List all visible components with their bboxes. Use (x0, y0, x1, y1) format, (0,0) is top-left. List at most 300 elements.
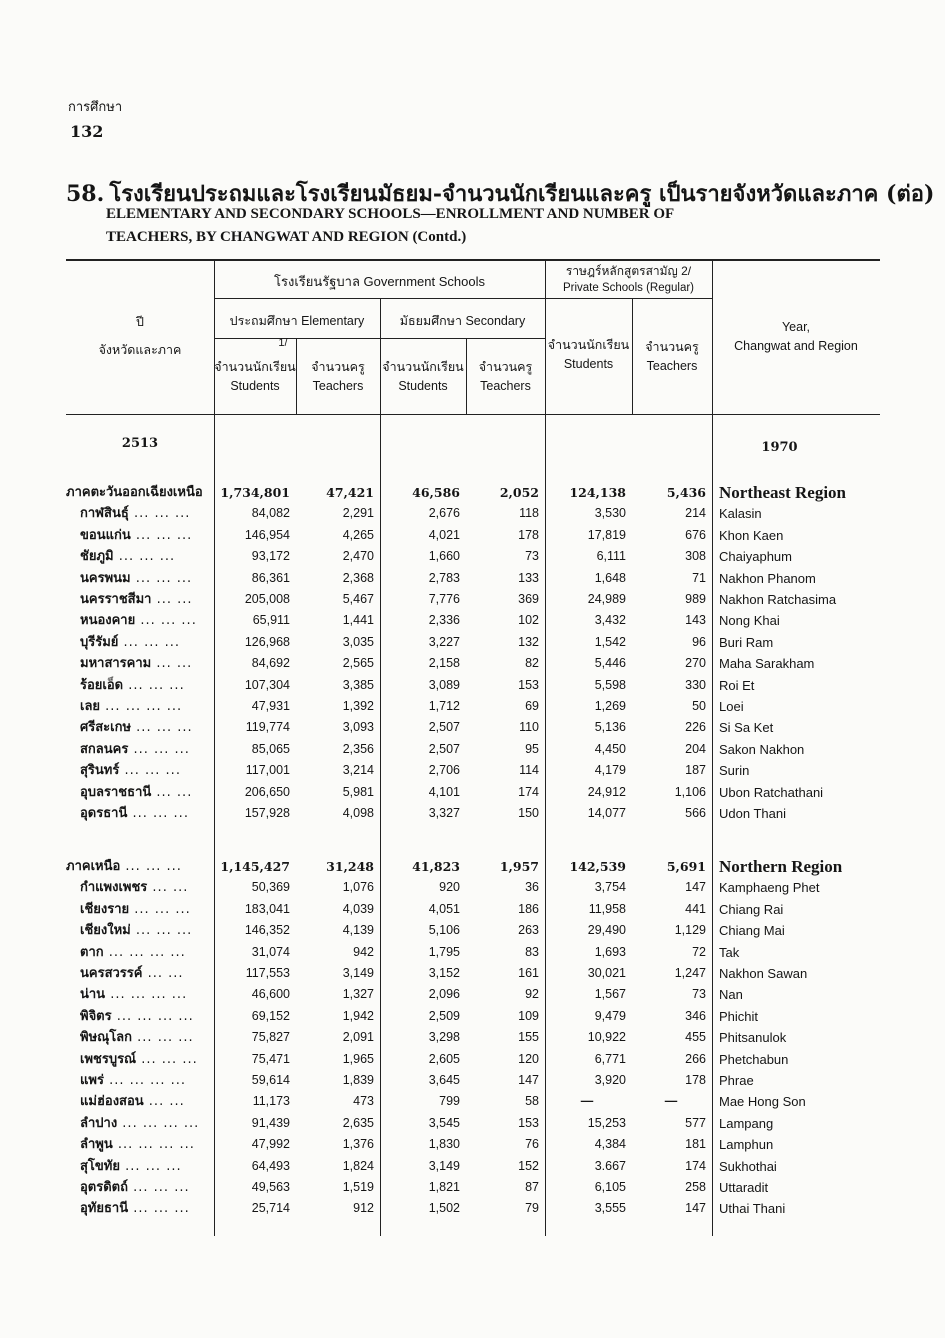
table-row (0, 963, 945, 984)
value-cell: 2,336 (428, 613, 460, 628)
value-cell: 3,089 (428, 677, 460, 692)
changwat-thai-name (80, 1049, 198, 1070)
changwat-english-name: Kamphaeng Phet (719, 880, 820, 896)
value-cell: 3,152 (428, 966, 460, 980)
value-cell: 2,509 (428, 1008, 460, 1023)
changwat-english-name: Roi Et (719, 677, 755, 693)
value-cell: 1,129 (674, 923, 706, 938)
table-row (0, 942, 945, 963)
teachers-thai: จำนวนครู (478, 360, 533, 374)
value-cell: 118 (519, 506, 539, 521)
value-cell: 1,502 (428, 1201, 460, 1216)
value-cell: 4,139 (342, 923, 374, 938)
changwat-thai-label: นครพนม (80, 570, 131, 586)
table-row (0, 739, 945, 760)
changwat-english-name: Sukhothai (719, 1158, 777, 1174)
leader-dots: ... ... (142, 966, 184, 981)
changwat-thai-label: ลำพูน (80, 1137, 113, 1153)
table-row (0, 696, 945, 717)
value-cell: 84,692 (251, 656, 290, 671)
changwat-english-name: Nakhon Ratchasima (719, 592, 837, 607)
value-cell: 1,942 (342, 1008, 374, 1023)
leader-dots: ... ... ... (128, 1180, 190, 1195)
value-cell: 1,519 (342, 1180, 374, 1194)
region-total-row (0, 482, 945, 503)
leader-dots: ... ... ... (130, 570, 193, 586)
value-cell: 2,605 (428, 1051, 460, 1066)
value-cell: 3,035 (342, 634, 374, 649)
changwat-thai-name (80, 942, 186, 963)
value-cell: 1,821 (428, 1180, 460, 1194)
value-cell: 369 (518, 592, 539, 606)
changwat-thai-label: เชียงใหม่ (80, 923, 131, 939)
value-cell: 161 (518, 966, 539, 980)
changwat-thai-name (80, 739, 190, 760)
changwat-thai-name (80, 1091, 185, 1112)
changwat-thai-name (80, 1070, 186, 1091)
value-cell: 4,021 (428, 527, 460, 542)
leader-dots: ... ... ... ... (103, 1073, 187, 1088)
value-cell: 132 (518, 634, 539, 649)
changwat-thai-label: พิจิตร (80, 1008, 112, 1024)
value-cell: 2,091 (342, 1030, 374, 1045)
leader-dots: ... ... ... (120, 859, 182, 874)
changwat-english-name: Phitsanulok (719, 1030, 787, 1046)
value-cell: 1,660 (428, 549, 460, 564)
changwat-english-name: Tak (719, 944, 740, 960)
value-cell: 181 (685, 1137, 706, 1152)
value-cell: 1,076 (342, 880, 374, 895)
value-cell: 2,783 (428, 570, 460, 585)
value-cell: 24,989 (587, 592, 626, 606)
value-cell: 2,356 (342, 741, 374, 756)
changwat-thai-name (66, 856, 182, 877)
changwat-thai-name (80, 1134, 195, 1155)
changwat-thai-label: สุโขทัย (80, 1158, 120, 1174)
changwat-thai-label: ศรีสะเกษ (80, 720, 132, 736)
year-region-en-1: Year, (781, 320, 811, 334)
table-row (0, 610, 945, 631)
value-cell: 1,567 (594, 987, 626, 1002)
changwat-thai-label: เลย (80, 699, 101, 714)
value-cell: 117,553 (245, 966, 290, 980)
table-row (0, 1156, 945, 1177)
value-cell: 119,774 (245, 720, 290, 735)
value-cell: 7,776 (428, 592, 460, 606)
elementary-header: ประถมศึกษา Elementary (229, 314, 365, 328)
page-number: 132 (70, 122, 104, 141)
changwat-thai-name (80, 675, 185, 696)
value-cell: 2,706 (428, 763, 460, 778)
changwat-thai-name (80, 877, 188, 898)
value-cell: 153 (518, 677, 539, 692)
value-cell: — (580, 1094, 594, 1109)
value-cell: 577 (685, 1115, 706, 1130)
changwat-thai-name (80, 803, 189, 824)
value-cell: 76 (525, 1137, 539, 1152)
value-cell: 87 (525, 1180, 539, 1194)
leader-dots: ... ... ... (132, 1030, 194, 1046)
value-cell: 3,754 (594, 880, 626, 895)
value-cell: 64,493 (251, 1158, 290, 1173)
value-cell: 204 (685, 741, 706, 756)
changwat-english-name: Lamphun (719, 1137, 774, 1153)
changwat-english-name: Northeast Region (719, 483, 847, 502)
value-cell: 4,384 (594, 1137, 626, 1152)
value-cell: 126,968 (244, 634, 290, 649)
value-cell: 942 (353, 944, 374, 959)
changwat-thai-label: หนองคาย (80, 613, 136, 629)
value-cell: 187 (685, 763, 706, 778)
value-cell: 29,490 (587, 923, 626, 938)
changwat-thai-label: อุทัยธานี (80, 1201, 129, 1217)
leader-dots: ... ... (151, 784, 193, 800)
changwat-thai-label: พิษณุโลก (80, 1030, 133, 1046)
leader-dots: ... ... ... (113, 549, 176, 565)
table-row (0, 1049, 945, 1070)
value-cell: 3,555 (594, 1201, 626, 1216)
changwat-thai-label: ภาคตะวันออกเฉียงเหนือ (66, 485, 203, 500)
value-cell: 2,565 (342, 656, 374, 671)
header-rule-1 (214, 298, 712, 299)
changwat-thai-label: ขอนแก่น (80, 527, 131, 543)
table-row (0, 546, 945, 567)
value-cell: 1,839 (342, 1073, 374, 1087)
header-bottom-rule (66, 414, 880, 415)
value-cell: 2,158 (428, 656, 460, 671)
leader-dots: ... ... ... ... (105, 987, 188, 1003)
value-cell: 36 (525, 880, 539, 895)
value-cell: 114 (519, 763, 539, 778)
value-cell: 330 (685, 677, 706, 692)
value-cell: 3,545 (428, 1115, 460, 1130)
value-cell: 107,304 (244, 677, 290, 692)
table-row (0, 1027, 945, 1048)
changwat-english-name: Surin (719, 763, 750, 779)
value-cell: 147 (518, 1073, 539, 1087)
value-cell: 4,101 (428, 784, 460, 799)
value-cell: 263 (518, 923, 539, 938)
value-cell: 124,138 (569, 485, 626, 500)
value-cell: 1,830 (428, 1137, 460, 1152)
year-thai: 2513 (121, 436, 159, 451)
value-cell: 2,507 (428, 720, 460, 735)
changwat-thai-label: เชียงราย (80, 901, 130, 917)
value-cell: 178 (685, 1073, 706, 1087)
table-row (0, 803, 945, 824)
value-cell: 441 (685, 901, 706, 916)
value-cell: 73 (525, 549, 539, 564)
table-row (0, 877, 945, 898)
value-cell: 3,149 (342, 966, 374, 980)
teachers-thai: จำนวนครู (311, 360, 365, 374)
value-cell: 270 (685, 656, 706, 671)
region-total-row (0, 856, 945, 877)
teachers-header (296, 358, 380, 396)
teachers-thai: จำนวนครู (645, 340, 699, 354)
year-region-en-2: Changwat and Region (734, 339, 858, 353)
year-en: 1970 (761, 440, 798, 455)
table-row (0, 503, 945, 524)
value-cell: 3,385 (342, 677, 374, 692)
changwat-thai-name (80, 546, 175, 567)
changwat-thai-label: เพชรบูรณ์ (80, 1051, 137, 1067)
value-cell: 1,106 (674, 784, 706, 799)
value-cell: 3,432 (594, 613, 626, 628)
changwat-thai-label: ภาคเหนือ (66, 859, 121, 874)
table-row (0, 653, 945, 674)
changwat-english-name: Si Sa Ket (719, 720, 774, 736)
value-cell: 49,563 (251, 1180, 290, 1194)
value-cell: 676 (685, 527, 706, 542)
value-cell: 25,714 (251, 1201, 290, 1216)
value-cell: 102 (518, 613, 539, 628)
changwat-thai-label: น่าน (80, 987, 106, 1003)
value-cell: 30,021 (587, 966, 626, 980)
table-row (0, 1177, 945, 1198)
changwat-english-name: Khon Kaen (719, 527, 784, 543)
changwat-thai-name (80, 717, 193, 738)
value-cell: 4,051 (428, 901, 460, 916)
value-cell: 41,823 (412, 859, 460, 874)
value-cell: 174 (518, 784, 539, 799)
teachers-header (466, 358, 545, 396)
value-cell: 5,981 (342, 784, 374, 799)
students-en: Students (563, 357, 614, 371)
table-row (0, 525, 945, 546)
changwat-thai-name (80, 503, 190, 524)
teachers-en: Teachers (480, 379, 531, 393)
leader-dots: ... ... ... (128, 1201, 190, 1217)
leader-dots: ... ... (143, 1094, 185, 1110)
value-cell: 84,082 (251, 506, 290, 521)
value-cell: 1,327 (342, 987, 374, 1002)
value-cell: 186 (518, 901, 539, 916)
leader-dots: ... ... ... ... (103, 944, 186, 960)
value-cell: 346 (685, 1008, 706, 1023)
leader-dots: ... ... ... (130, 527, 193, 543)
table-top-rule (66, 259, 880, 261)
table-row (0, 782, 945, 803)
value-cell: 50 (692, 699, 706, 713)
changwat-thai-name (80, 568, 192, 589)
table-row (0, 589, 945, 610)
changwat-thai-name (80, 984, 187, 1005)
value-cell: 47,931 (251, 699, 290, 713)
value-cell: 142,539 (569, 859, 626, 874)
changwat-english-name: Chaiyaphum (719, 549, 792, 565)
value-cell: 1,376 (342, 1137, 374, 1152)
leader-dots: ... ... ... ... (100, 699, 183, 714)
leader-dots: ... ... ... ... (111, 1008, 194, 1024)
changwat-english-name: Nong Khai (719, 613, 780, 629)
table-row (0, 1134, 945, 1155)
value-cell: 47,992 (251, 1137, 290, 1152)
value-cell: 83 (525, 944, 539, 959)
value-cell: 4,039 (342, 901, 374, 916)
row-label-thai-1: ปี (136, 314, 144, 329)
value-cell: 473 (353, 1094, 374, 1109)
value-cell: 24,912 (587, 784, 626, 799)
value-cell: 1,712 (428, 699, 460, 713)
table-row (0, 1070, 945, 1091)
changwat-english-name: Nakhon Phanom (719, 570, 816, 586)
changwat-thai-name (66, 482, 203, 503)
leader-dots: ... ... ... (128, 506, 191, 522)
value-cell: 3,227 (428, 634, 460, 649)
value-cell: 178 (518, 527, 539, 542)
changwat-thai-name (80, 1177, 190, 1198)
value-cell: 120 (518, 1051, 539, 1066)
value-cell: 15,253 (587, 1115, 626, 1130)
value-cell: — (664, 1094, 678, 1109)
value-cell: 10,922 (587, 1030, 626, 1045)
changwat-english-name: Uthai Thani (719, 1201, 786, 1217)
gov-schools-header: โรงเรียนรัฐบาล Government Schools (274, 274, 485, 289)
changwat-thai-name (80, 632, 180, 653)
changwat-english-name: Northern Region (719, 857, 843, 876)
changwat-thai-label: มหาสารคาม (80, 656, 152, 672)
value-cell: 566 (685, 806, 706, 820)
value-cell: 65,911 (252, 613, 290, 628)
changwat-thai-label: ร้อยเอ็ด (80, 677, 124, 693)
students-en: Students (398, 379, 448, 393)
table-row (0, 1198, 945, 1219)
students-en: Students (230, 379, 280, 393)
row-label-thai-2: จังหวัดและภาค (98, 342, 182, 357)
value-cell: 1,648 (594, 570, 626, 585)
value-cell: 1,542 (594, 634, 626, 649)
table-row (0, 760, 945, 781)
value-cell: 72 (692, 944, 706, 959)
value-cell: 3,327 (428, 806, 460, 820)
value-cell: 3,298 (428, 1030, 460, 1045)
value-cell: 59,614 (251, 1073, 290, 1087)
value-cell: 5,106 (428, 923, 460, 938)
leader-dots: ... ... ... (128, 741, 190, 757)
teachers-en: Teachers (312, 379, 364, 393)
changwat-thai-name (80, 920, 192, 941)
value-cell: 3.667 (594, 1158, 626, 1173)
leader-dots: ... ... ... (131, 720, 193, 736)
value-cell: 92 (525, 987, 539, 1002)
table-row (0, 899, 945, 920)
changwat-thai-name (80, 610, 197, 631)
value-cell: 3,645 (428, 1073, 460, 1087)
changwat-english-name: Mae Hong Son (719, 1094, 806, 1110)
value-cell: 1,824 (342, 1158, 374, 1173)
value-cell: 5,136 (594, 720, 626, 735)
value-cell: 920 (439, 880, 460, 895)
value-cell: 47,421 (326, 485, 374, 500)
changwat-english-name: Chiang Mai (719, 923, 785, 939)
teachers-en: Teachers (646, 359, 698, 373)
students-thai: จำนวนนักเรียน (382, 360, 464, 374)
leader-dots: ... ... ... (127, 806, 189, 821)
value-cell: 3,149 (428, 1158, 460, 1173)
changwat-english-name: Sakon Nakhon (719, 741, 805, 757)
changwat-english-name: Nan (719, 987, 743, 1003)
students-thai: จำนวนนักเรียน (214, 360, 296, 374)
changwat-thai-name (80, 653, 192, 674)
value-cell: 205,008 (244, 592, 290, 606)
changwat-thai-label: สุรินทร์ (80, 763, 120, 779)
value-cell: 1,269 (594, 699, 626, 713)
leader-dots: ... ... ... (129, 901, 191, 917)
changwat-thai-name (80, 1113, 199, 1134)
changwat-thai-label: แม่ฮ่องสอน (80, 1094, 144, 1110)
value-cell: 214 (685, 506, 706, 521)
changwat-english-name: Maha Sarakham (719, 656, 815, 672)
value-cell: 2,291 (342, 506, 374, 521)
changwat-thai-label: อุดรธานี (80, 806, 128, 821)
value-cell: 17,819 (587, 527, 626, 542)
private-schools-header-thai: ราษฎร์หลักสูตรสามัญ 2/ (565, 264, 692, 278)
value-cell: 3,530 (594, 506, 626, 521)
changwat-english-name: Phichit (719, 1008, 759, 1024)
table-row (0, 1113, 945, 1134)
changwat-thai-label: บุรีรัมย์ (80, 634, 119, 650)
changwat-thai-label: ลำปาง (80, 1115, 118, 1131)
table-row (0, 632, 945, 653)
value-cell: 2,368 (342, 570, 374, 585)
value-cell: 82 (525, 656, 539, 671)
changwat-thai-label: อุบลราชธานี (80, 784, 152, 800)
value-cell: 117,001 (245, 763, 290, 778)
value-cell: 11,173 (252, 1094, 290, 1109)
value-cell: 152 (518, 1158, 539, 1173)
value-cell: 2,096 (428, 987, 460, 1002)
changwat-thai-label: กำแพงเพชร (80, 880, 148, 896)
value-cell: 5,436 (666, 485, 706, 500)
value-cell: 1,247 (674, 966, 706, 980)
value-cell: 4,098 (342, 806, 374, 820)
changwat-english-name: Uttaradit (719, 1180, 769, 1195)
value-cell: 2,470 (342, 549, 374, 564)
value-cell: 73 (692, 987, 706, 1002)
value-cell: 799 (439, 1094, 460, 1109)
changwat-thai-label: สกลนคร (80, 741, 129, 757)
changwat-thai-name (80, 963, 184, 984)
value-cell: 75,471 (251, 1051, 290, 1066)
value-cell: 183,041 (244, 901, 290, 916)
changwat-english-name: Buri Ram (719, 634, 774, 650)
value-cell: 93,172 (251, 549, 290, 564)
changwat-thai-name (80, 589, 193, 610)
value-cell: 96 (692, 634, 706, 649)
value-cell: 157,928 (244, 806, 290, 820)
leader-dots: ... ... (151, 656, 193, 672)
value-cell: 1,693 (594, 944, 626, 959)
leader-dots: ... ... ... ... (112, 1137, 195, 1153)
value-cell: 3,093 (342, 720, 374, 735)
value-cell: 5,691 (666, 859, 706, 874)
title-english-line1: ELEMENTARY AND SECONDARY SCHOOLS—ENROLLMENT AND NUMBER OF (106, 206, 675, 222)
value-cell: 146,352 (244, 923, 290, 938)
changwat-thai-name (80, 1198, 190, 1219)
changwat-thai-name (80, 1156, 182, 1177)
value-cell: 266 (685, 1051, 706, 1066)
value-cell: 1,965 (342, 1051, 374, 1066)
value-cell: 1,392 (342, 699, 374, 713)
value-cell: 110 (519, 720, 539, 735)
value-cell: 1,145,427 (220, 859, 290, 874)
teachers-header (632, 338, 712, 376)
value-cell: 147 (685, 1201, 706, 1216)
value-cell: 85,065 (251, 741, 290, 756)
value-cell: 91,439 (251, 1115, 290, 1130)
table-row (0, 675, 945, 696)
